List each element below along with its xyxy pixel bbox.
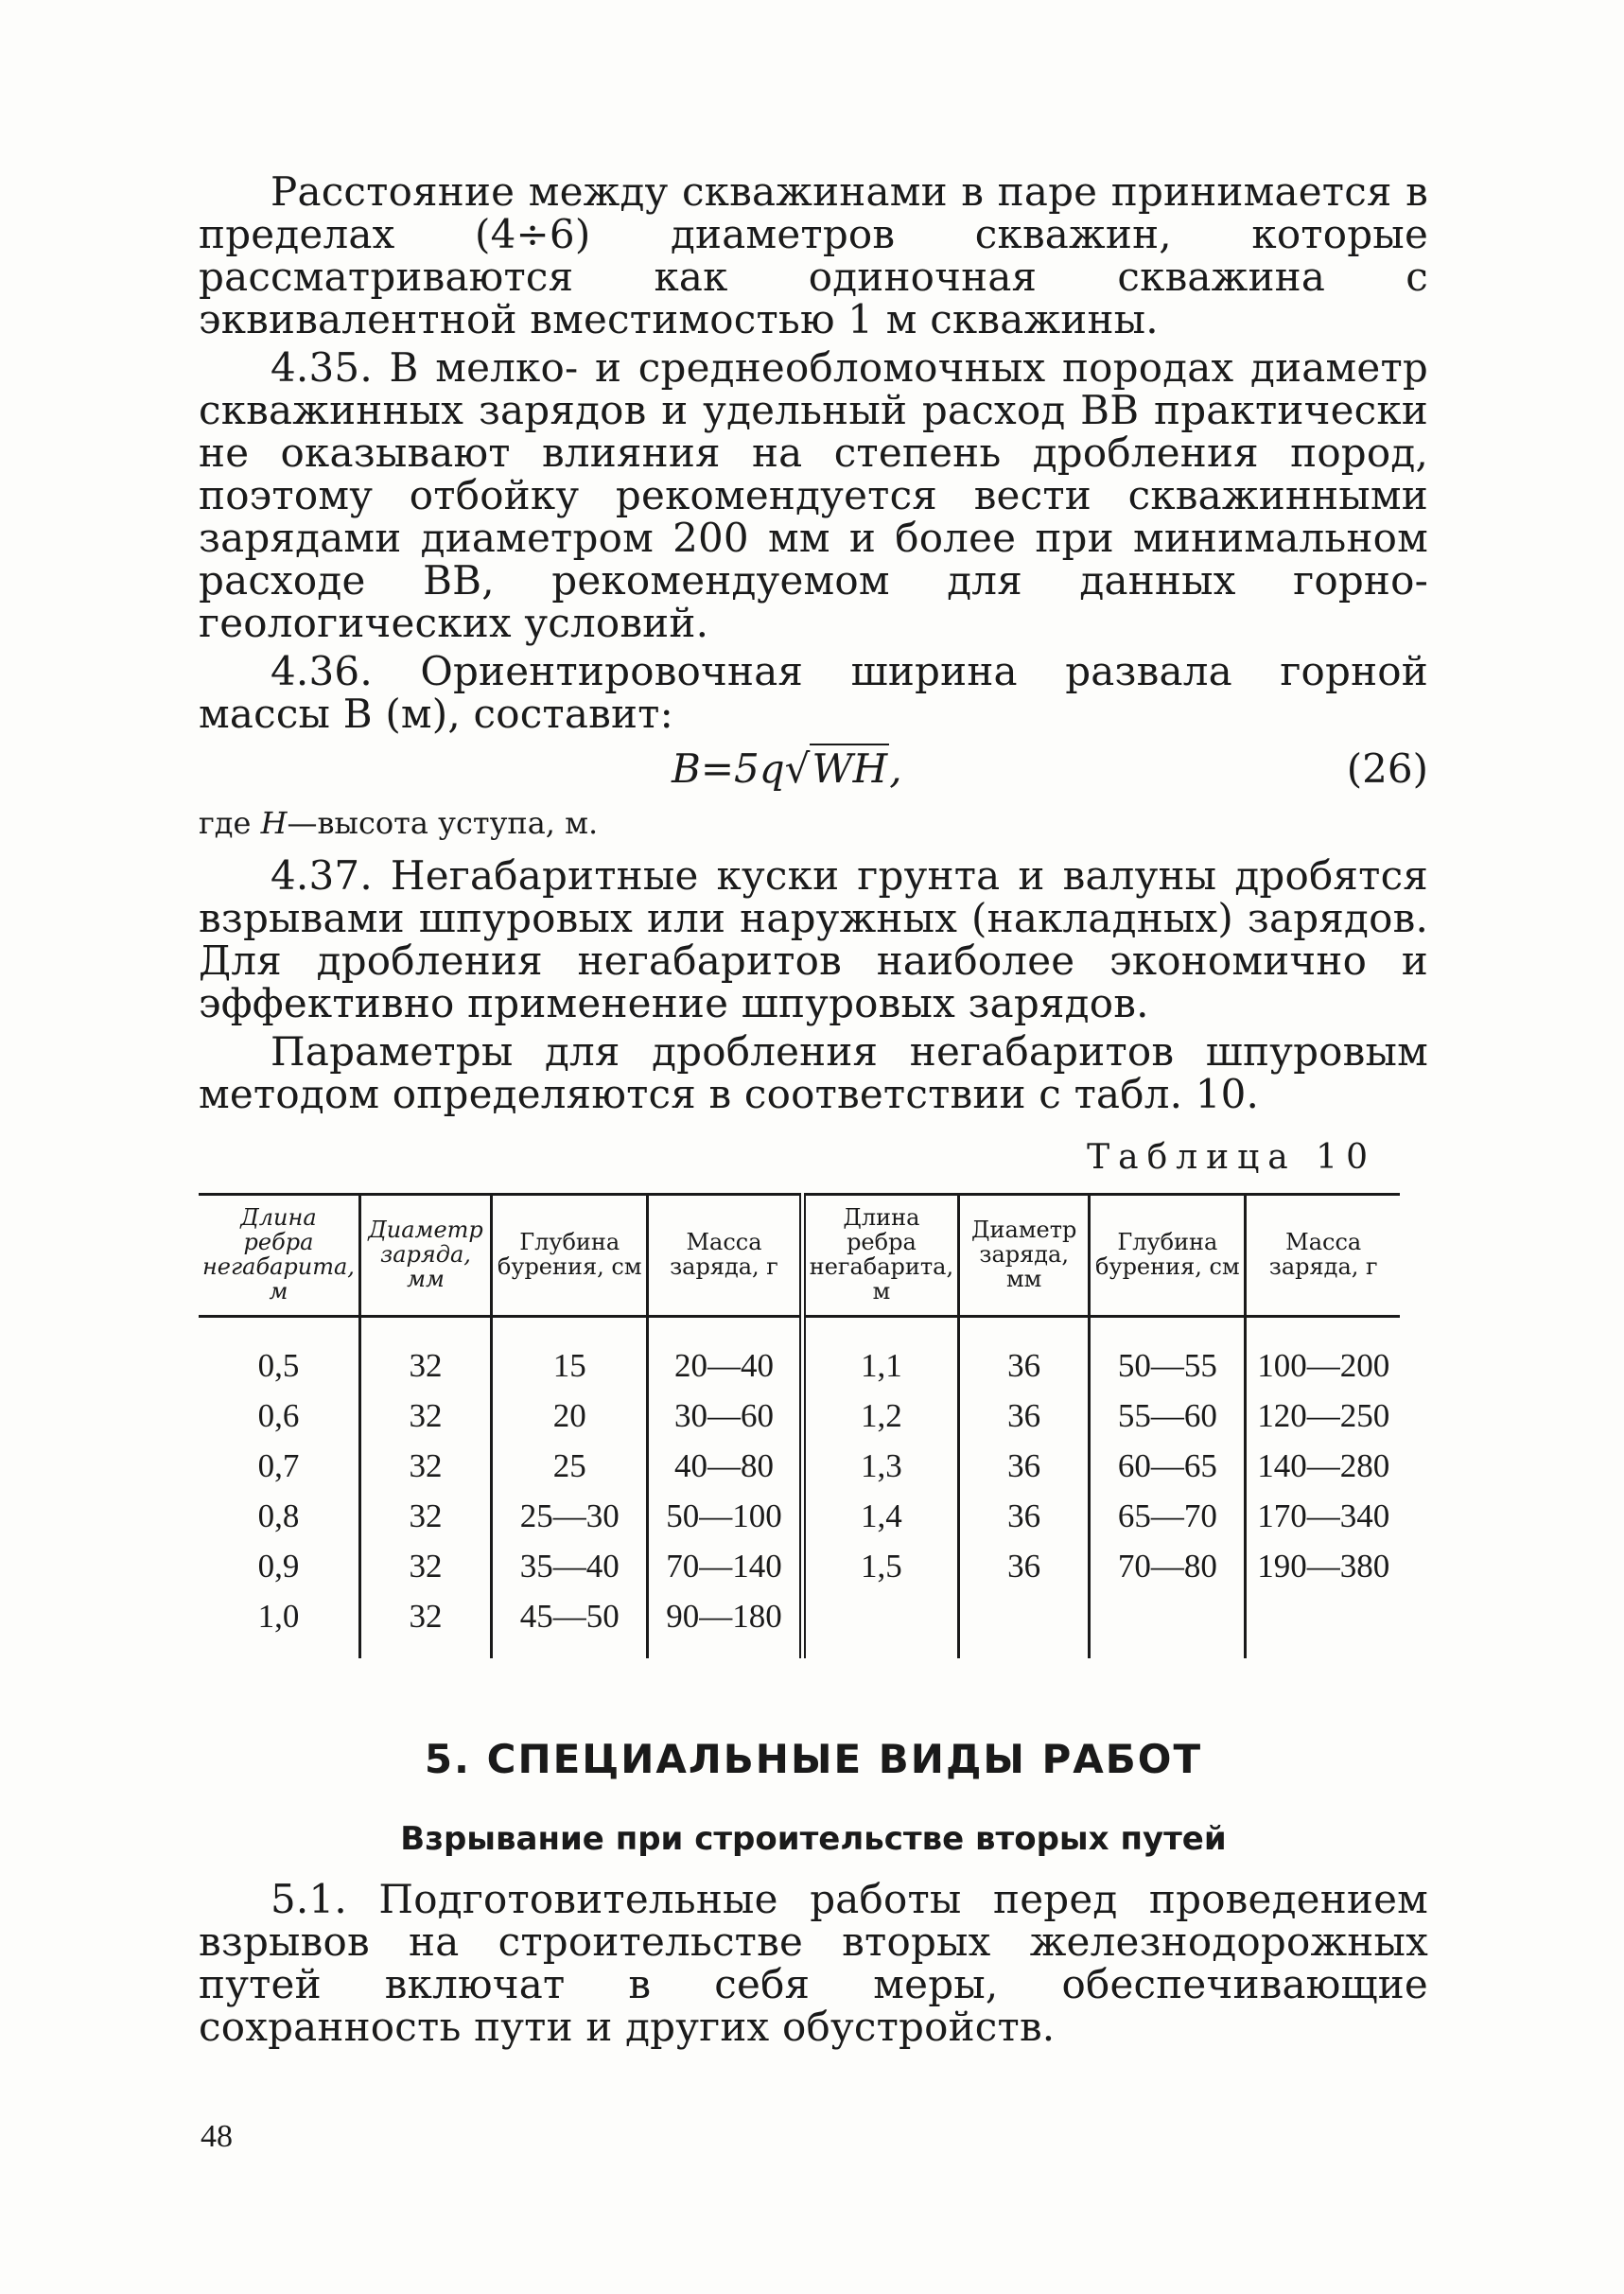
table-cell [1246,1591,1400,1658]
table-cell [802,1591,958,1658]
table-cell: 45—50 [492,1591,648,1658]
header-drilling-depth-2: Глубина бурения, см [1090,1195,1246,1317]
table-cell: 1,2 [802,1391,958,1441]
table-row [199,1441,1400,1491]
table-cell: 0,5 [257,1347,300,1384]
subsection-title: Взрывание при строительстве вторых путей [400,1820,1227,1858]
table-cell: 32 [359,1441,491,1491]
formula-expression [672,741,902,797]
paragraph-wells-distance: Расстояние между скважинами в паре принимается в пределах (4÷6) диаметров скважин, которые рассматриваются как одиночная скважина с эквивалентной вместимостью 1 м скважины. [199,168,1428,342]
table-cell: 32 [359,1591,491,1658]
table-cell: 0,6 [257,1397,300,1434]
table-cell: 0,9 [257,1548,300,1585]
table-row [199,1591,1400,1658]
header-charge-diameter-1: Диаметр заряда, мм [359,1195,491,1317]
table-row [199,1541,1400,1591]
table-cell: 55—60 [1090,1391,1246,1441]
table-cell: 36 [959,1491,1090,1541]
table-row [199,1391,1400,1441]
table-cell [1090,1591,1246,1658]
table-cell: 90—180 [648,1591,802,1658]
paragraph-table-ref: Параметры для дробления негабаритов шпуровым методом определяются в соответствии с табл. 10. [199,1028,1428,1117]
table-cell: 1,3 [802,1441,958,1491]
table-cell: 20 [492,1391,648,1441]
table-cell: 1,4 [802,1491,958,1541]
paragraph-4-35: 4.35. В мелко- и среднеобломочных породах диаметр скважинных зарядов и удельный расход ВВ практически не оказывают влияния на степень дробления пород, поэтому отбойку рекомендуется вести скважинными зарядами диаметром 200 мм и более при минимальном расходе ВВ, рекомендуемом для данных горно-геологических условий. [199,344,1428,646]
header-drilling-depth-1: Глубина бурения, см [492,1195,648,1317]
table-cell: 190—380 [1246,1541,1400,1591]
table-cell: 32 [359,1491,491,1541]
table-cell: 70—80 [1090,1541,1246,1591]
table-cell: 120—250 [1246,1391,1400,1441]
table-cell: 140—280 [1246,1441,1400,1491]
table-cell [959,1591,1090,1658]
page-number: 48 [201,2119,233,2154]
header-charge-mass-1: Масса заряда, г [648,1195,802,1317]
formula-legend [199,801,1428,845]
table-row [199,1491,1400,1541]
page-content [199,170,1428,2048]
legend-text: —высота уступа, м. [287,805,599,841]
table-cell: 50—100 [648,1491,802,1541]
header-charge-mass-2: Масса заряда, г [1246,1195,1400,1317]
formula-radicand: WH [812,745,888,792]
table-cell: 32 [359,1541,491,1591]
paragraph-4-36: 4.36. Ориентировочная ширина развала горной массы B (м), составит: [199,648,1428,737]
table-cell: 1,1 [802,1317,958,1392]
table-caption: Таблица 10 [1087,1138,1376,1177]
table-cell: 15 [492,1317,648,1392]
header-charge-diameter-2: Диаметр заряда, мм [959,1195,1090,1317]
table-cell: 32 [359,1317,491,1392]
table-cell: 30—60 [648,1391,802,1441]
table-cell: 36 [959,1541,1090,1591]
formula-number: (26) [1346,745,1428,792]
table-cell: 1,5 [802,1541,958,1591]
legend-prefix: где [199,805,261,841]
table-row [199,1317,1400,1392]
table-cell: 50—55 [1090,1317,1246,1392]
paragraph-4-37: 4.37. Негабаритные куски грунта и валуны дробятся взрывами шпуровых или наружных (накладных) зарядов. Для дробления негабаритов наиболее экономично и эффективно применение шпуровых зарядов. [199,852,1428,1026]
table-cell: 20—40 [648,1317,802,1392]
section-title: 5. СПЕЦИАЛЬНЫЕ ВИДЫ РАБОТ [424,1736,1203,1782]
header-edge-length-1: Длина ребра негабарита, м [199,1195,359,1317]
table-cell: 36 [959,1317,1090,1392]
formula-tail: , [889,745,902,792]
table-cell: 65—70 [1090,1491,1246,1541]
table-cell: 60—65 [1090,1441,1246,1491]
table-cell: 36 [959,1391,1090,1441]
table-header-row [199,1195,1400,1317]
table-cell: 1,0 [257,1598,300,1635]
table-cell: 100—200 [1246,1317,1400,1392]
table-cell: 0,7 [257,1447,300,1484]
table-cell: 40—80 [648,1441,802,1491]
table-cell: 170—340 [1246,1491,1400,1541]
table-cell: 70—140 [648,1541,802,1591]
header-edge-length-2: Длина ребра негабарита, м [802,1195,958,1317]
table-10 [199,1193,1400,1658]
table-cell: 35—40 [492,1541,648,1591]
sqrt-sign: √ [784,745,811,792]
table-cell: 36 [959,1441,1090,1491]
formula-lhs: B=5q [672,745,785,792]
paragraph-5-1: 5.1. Подготовительные работы перед проведением взрывов на строительстве вторых железнодорожных путей включат в себя меры, обеспечивающие сохранность пути и других обустройств. [199,1876,1428,2050]
table-cell: 0,8 [257,1497,300,1534]
formula-26 [199,741,1428,797]
table-cell: 32 [359,1391,491,1441]
legend-symbol: H [260,805,288,841]
table-cell: 25—30 [492,1491,648,1541]
table-cell: 25 [492,1441,648,1491]
